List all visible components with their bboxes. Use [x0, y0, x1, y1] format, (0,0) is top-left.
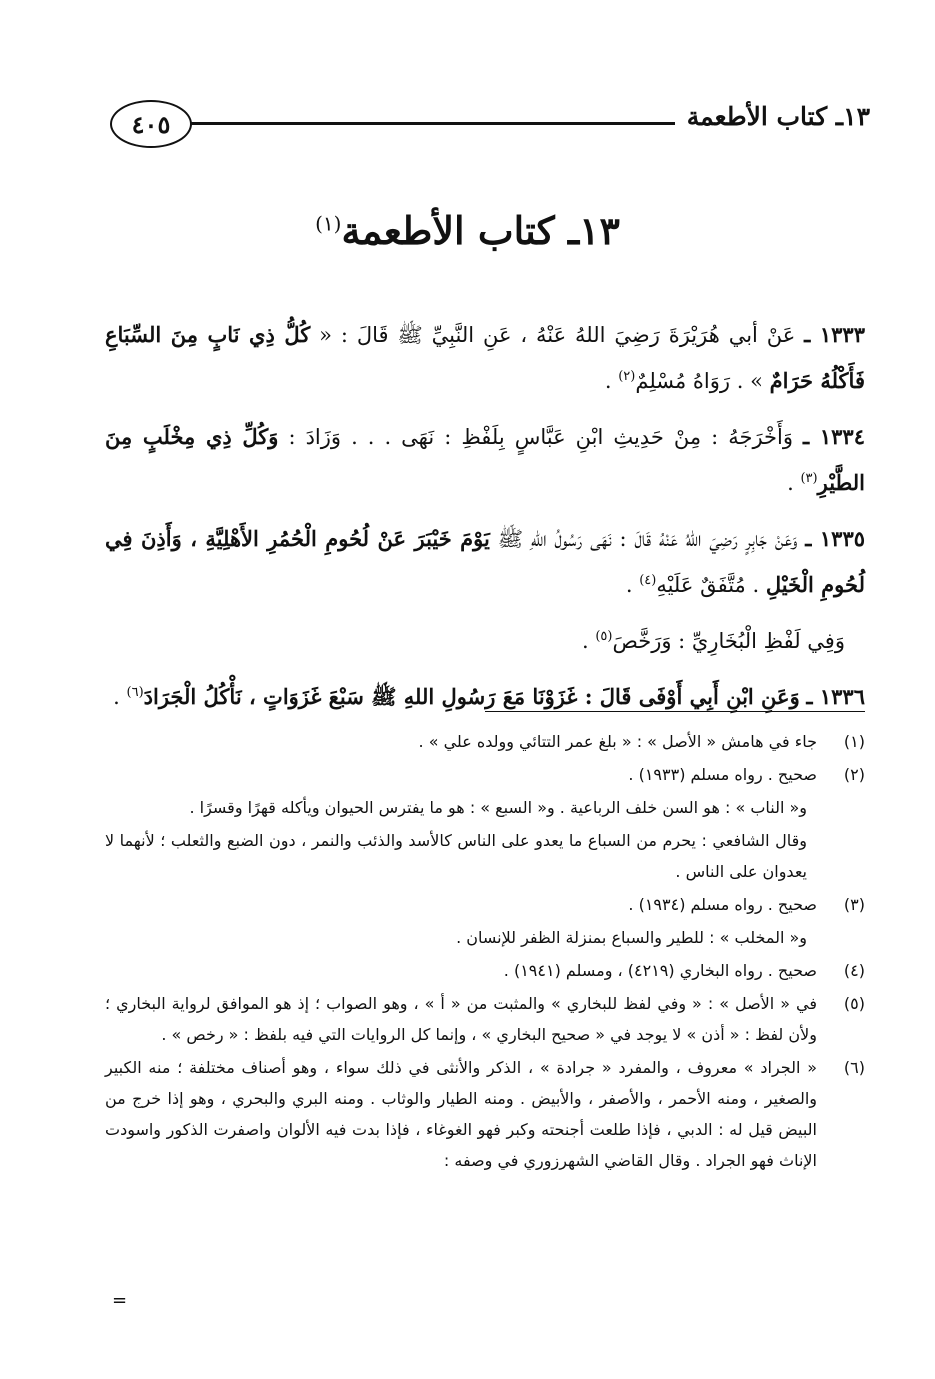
footnote-text: صحيح . رواه البخاري (٤٢١٩) ، ومسلم (١٩٤١) .	[503, 961, 817, 980]
footnote-mark: (٣)	[843, 895, 865, 914]
footnote-4	[105, 955, 865, 986]
footnote-ref[interactable]: (٣)	[800, 471, 818, 486]
footnote-mark: (٢)	[843, 765, 865, 784]
chapter-title-text: ١٣ـ كتاب الأطعمة	[341, 208, 620, 253]
hadith-number: ١٣٣٦ ـ	[806, 684, 865, 709]
hadith-text: عَنْ أبي هُرَيْرَةَ رَضِيَ اللهُ عَنْهُ ، عَنِ النَّبِيِّ ﷺ قَالَ : «	[319, 323, 796, 347]
hadith-end: .	[625, 573, 640, 597]
footnote-6	[105, 1052, 865, 1176]
footnote-ref[interactable]: (١)	[315, 211, 342, 236]
footnote-text: في « الأصل » : « وفي لفظ للبخاري » والمثبت من « أ » ، وهو الصواب ؛ إذ هو الموافق لرواية البخاري ؛ ولأن لفظ : « أذن » لا يوجد في « صحيح البخاري » ، وإنما كل الروايات التي فيه بلفظ : « رخص » .	[105, 994, 817, 1044]
footnote-continuation: و« المخلب » : للطير والسباع بمنزلة الظفر للإنسان .	[456, 928, 807, 947]
hadith-number: ١٣٣٥ ـ	[805, 526, 866, 551]
hadith-end: .	[604, 369, 619, 393]
footnote-5	[105, 988, 865, 1050]
hadith-text: . مُتَّفَقٌ عَلَيْهِ	[656, 573, 760, 597]
footnote-mark: (٤)	[843, 961, 865, 980]
footnote-mark: (٥)	[843, 994, 865, 1013]
footnote-3	[105, 889, 865, 920]
hadith-text: وَأَخْرَجَهُ : مِنْ حَدِيثِ ابْنِ عَبَّاسٍ بِلَفْظِ : نَهَى . . . وَزَادَ :	[288, 425, 793, 449]
footnote-2	[105, 759, 865, 790]
hadith-text: وَعَنْ جَابِرٍ رَضِيَ اللهُ عَنْهُ قَالَ : نَهَى رَسُولُ اللهِ ﷺ	[497, 527, 798, 551]
hadith-end: .	[113, 685, 127, 709]
hadith-1334	[105, 414, 865, 506]
hadith-end: .	[787, 471, 801, 495]
footnote-mark: (٦)	[843, 1058, 865, 1077]
continuation-mark: =	[112, 1290, 128, 1311]
footnote-1	[105, 726, 865, 757]
hadith-text: وَعَنِ ابْنِ أَبِي أَوْفَى قَالَ : غَزَوْنَا مَعَ رَسُولِ اللهِ ﷺ سَبْعَ غَزَوَاتٍ ، نَأْكُلُ الْجَرَادَ	[143, 684, 800, 709]
footnote-text: « الجراد » معروف ، والمفرد « جرادة » ، الذكر والأنثى في ذلك سواء ، وهو أصناف مختلفة ؛ منه الكبير والصغير ، ومنه الأحمر ، والأصفر ، والأبيض . ومنه الطيار والوثاب . ومنه البري والبحري ، وهو إذا خرج من البيض قيل له : الدبي ، فإذا طلعت أجنحته وكبر فهو الغوغاء ، فإذا بدت فيه الألوان واصفرت الذكور واسودت الإناث فهو الجراد . وقال القاضي الشهرزوري في وصفه :	[105, 1058, 817, 1170]
header-rule	[190, 122, 675, 125]
footnotes	[105, 726, 865, 1178]
hadith-text: » . رَوَاهُ مُسْلِمٌ	[635, 369, 763, 393]
variant-end: .	[581, 629, 596, 653]
footnote-continuation: وقال الشافعي : يحرم من السباع ما يعدو على الناس كالأسد والذئب والنمر ، دون الضبع والثعلب ؛ لأنهما لا يعدوان على الناس .	[105, 831, 807, 881]
footnote-separator	[485, 711, 865, 712]
footnote-text: صحيح . رواه مسلم (١٩٣٤) .	[628, 895, 817, 914]
footnote-ref[interactable]: (٤)	[639, 573, 657, 588]
hadith-1333	[105, 312, 865, 404]
hadith-number: ١٣٣٣ ـ	[804, 322, 865, 347]
prophetic-saying: كُلُّ ذِي نَابٍ مِنَ السِّبَاعِ فَأَكْلُهُ حَرَامٌ	[105, 322, 865, 393]
running-header	[110, 100, 870, 156]
footnote-text: جاء في هامش « الأصل » : « بلغ عمر التتائي وولده علي » .	[418, 732, 817, 751]
hadith-number: ١٣٣٤ ـ	[803, 424, 865, 449]
prophetic-saying: يَوْمَ خَيْبَرَ عَنْ لُحُومِ الْحُمُرِ الأَهْلِيَّةِ ، وَأَذِنَ فِي لُحُومِ الْخَيْلِ	[105, 526, 865, 597]
variant-text: وَفِي لَفْظِ الْبُخَارِيِّ : وَرَخَّصَ	[612, 629, 845, 653]
footnote-ref[interactable]: (٦)	[126, 685, 144, 700]
footnote-mark: (١)	[843, 732, 865, 751]
footnote-ref[interactable]: (٥)	[595, 629, 613, 644]
hadith-1335	[105, 516, 865, 608]
running-title: ١٣ـ كتاب الأطعمة	[686, 102, 870, 131]
hadith-section	[105, 312, 865, 730]
page-number: ٤٠٥	[110, 100, 192, 148]
prophetic-saying: وَكُلِّ ذِي مِخْلَبٍ مِنَ الطَّيْرِ	[105, 424, 865, 495]
chapter-title	[0, 208, 935, 253]
footnote-continuation: و« الناب » : هو السن خلف الرباعية . و« السبع » : هو ما يفترس الحيوان ويأكله قهرًا وقسرًا .	[189, 798, 807, 817]
footnote-text: صحيح . رواه مسلم (١٩٣٣) .	[628, 765, 817, 784]
hadith-1336	[105, 674, 865, 720]
bukhari-variant	[105, 618, 865, 664]
footnote-ref[interactable]: (٢)	[618, 369, 636, 384]
